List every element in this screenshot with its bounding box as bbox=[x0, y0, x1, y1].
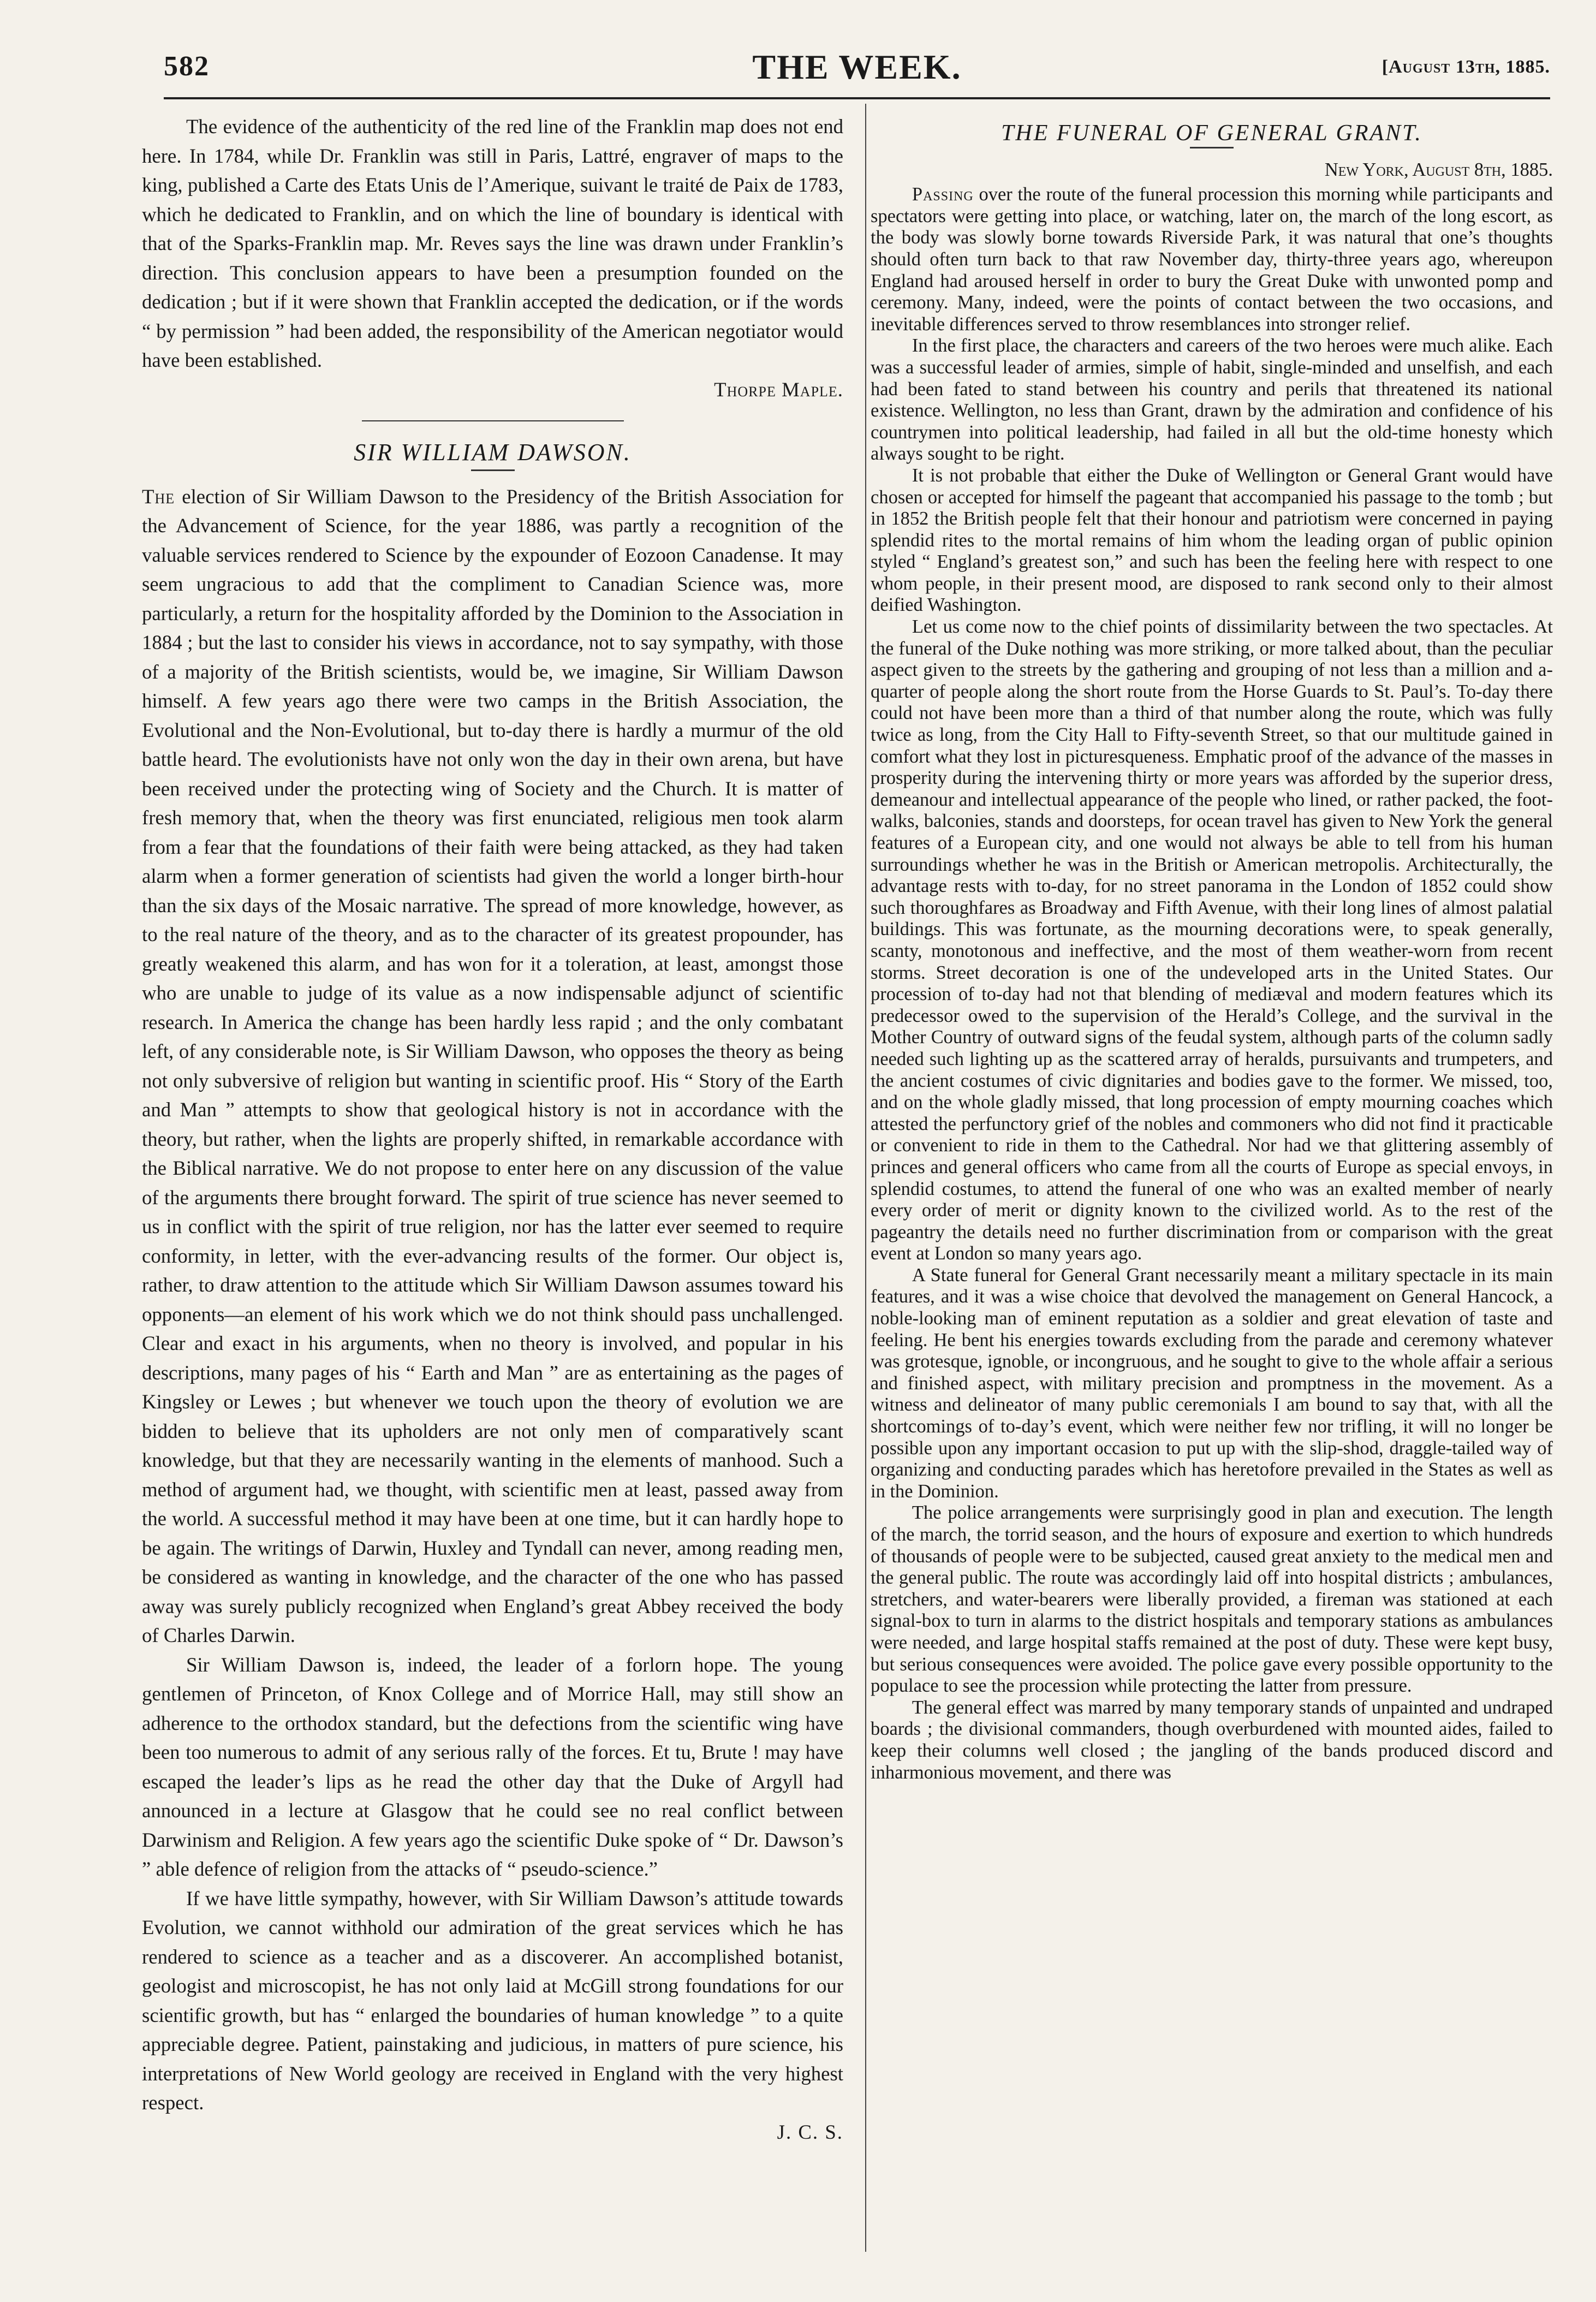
franklin-signature-row bbox=[142, 375, 843, 405]
column-rule bbox=[865, 104, 866, 2252]
grant-title: THE FUNERAL OF GENERAL GRANT. bbox=[1001, 121, 1422, 146]
grant-dateline: New York, August 8th, 1885. bbox=[1324, 159, 1553, 180]
dawson-paragraph-2: Sir William Dawson is, indeed, the leader of a forlorn hope. The young gentlemen of Princeton, of Knox College and of Morrice Hall, may still show an adherence to the orthodox standard, but the defections from the scientific wing have been too numerous to admit of any serious rally of the forces. Et tu, Brute ! may have escaped the leader’s lips as he read the other day that the Duke of Argyll had announced in a lecture at Glasgow that he could see no real conflict between Darwinism and Religion. A few years ago the scientific Duke spoke of “ Dr. Dawson’s ” able defence of religion from the attacks of “ pseudo-science.” bbox=[142, 1653, 843, 1880]
dawson-paragraph-1-text: election of Sir William Dawson to the Presidency of the British Association for the Advancement of Science, for the year 1886, was partly a recognition of the valuable services rendered to Science by the expounder of Eozoon Canadense. It may seem ungracious to add that the compliment to Canadian Science was, more particularly, a return for the hospitality afforded by the Dominion to the Association in 1884 ; but the last to consider his views in accordance, not to say sympathy, with those of a majority of the British scientists, would be, we imagine, Sir William Dawson himself. A few years ago there were two camps in the British Association, the Evolutional and the Non-Evolutional, but to-day there is hardly a murmur of the old battle heard. The evolutionists have not only won the day in their own arena, but have been received under the protecting wing of Society and the Church. It is matter of fresh memory that, when the theory was first enunciated, religious men took alarm from a fear that the foundations of their faith were being attacked, as they had taken alarm when a former generation of scientists had given the world a longer birth-hour than the six days of the Mosaic narrative. The spread of more knowledge, however, as to the real nature of the theory, and as to the character of its greatest propounder, has greatly weakened this alarm, and has won for it a toleration, at least, amongst those who are unable to judge of its value as a now indispensable adjunct of scientific research. In America the change has been hardly less rapid ; and the only combatant left, of any considerable note, is Sir William Dawson, who opposes the theory as being not only subversive of religion but wanting in scientific proof. His “ Story of the Earth and Man ” attempts to show that geological history is not in accordance with the theory, but rather, when the lights are properly shifted, in remarkable accordance with the Biblical narrative. We do not propose to enter here on any discussion of the value of the arguments there brought forward. The spirit of true science has never seemed to us in conflict with the spirit of true religion, nor has the latter ever seemed to require conformity, in letter, with the ever-advancing results of the former. Our object is, rather, to draw attention to the attitude which Sir William Dawson assumes toward his opponents—an element of his work which we do not think should pass unchallenged. Clear and exact in his arguments, when no theory is involved, and popular in his descriptions, many pages of his “ Earth and Man ” are as entertaining as the pages of Kingsley or Lewes ; but whenever we touch upon the theory of evolution we are bidden to believe that its upholders are not only men of comparatively scant knowledge, but that they are necessarily wanting in the elements of manhood. Such a method of argument had, we thought, with scientific men at least, passed away from the world. A successful method it may have been at one time, but it can hardly hope to be again. The writings of Darwin, Huxley and Tyndall can never, among reading men, be considered as wanting in knowledge, and the character of the one who has passed away was surely publicly recognized when England’s great Abbey received the body of Charles Darwin. bbox=[142, 485, 843, 1646]
issue-date: [August 13th, 1885. bbox=[1381, 57, 1550, 77]
grant-paragraph-1-text: over the route of the funeral procession this morning while participants and spectators were getting into place, or watching, later on, the march of the long escort, as the body was slowly borne towards Riverside Park, it was natural that one’s thoughts should often turn back to that raw November day, thirty-three years ago, whereupon England had aroused herself in order to bury the Great Duke with unwonted pomp and ceremony. Many, indeed, were the points of contact between the two occasions, and inevitable differences served to throw resemblances into stronger relief. bbox=[871, 184, 1553, 335]
right-column bbox=[871, 112, 1553, 1783]
page-number: 582 bbox=[164, 51, 210, 82]
journal-title: THE WEEK. bbox=[752, 47, 962, 86]
dawson-paragraph-1 bbox=[142, 482, 843, 1650]
grant-title-rule bbox=[1190, 147, 1234, 148]
section-separator bbox=[362, 420, 624, 421]
grant-paragraph-6: The police arrangements were surprisingly good in plan and execution. The length of the march, the torrid season, and the hours of exposure and exertion to which hundreds of thousands of people were to be subjected, caused great anxiety to the medical men and the general public. The route was accordingly laid off into hospital districts ; ambulances, stretchers, and water-bearers were liberally provided, a fireman was stationed at each signal-box to turn in alarms to the district hospitals and temporary stations as ambulances were needed, and large hospital staffs remained at the post of duty. These were kept busy, but serious consequences were avoided. The police gave every possible opportunity to the populace to see the procession while protecting the latter from pressure. bbox=[871, 1502, 1553, 1697]
header-rule bbox=[164, 97, 1550, 99]
grant-paragraph-2: In the first place, the characters and careers of the two heroes were much alike. Each was a successful leader of armies, simple of habit, single-minded and unselfish, and each had been fated to stand between his country and perils that threatened its national existence. Wellington, no less than Grant, drawn by the admiration and confidence of his countrymen into political leadership, had failed in all but the old-time honesty which always sought to be right. bbox=[871, 335, 1553, 465]
masthead bbox=[164, 47, 1550, 99]
grant-paragraph-1 bbox=[871, 184, 1553, 335]
franklin-signature: Thorpe Maple. bbox=[714, 378, 843, 401]
grant-paragraph-3: It is not probable that either the Duke of Wellington or General Grant would have chosen or accepted for himself the pageant that accompanied his passage to the tomb ; but in 1852 the British people felt that their honour and patriotism were concerned in paying splendid rites to the mortal remains of him whom the leading organ of public opinion styled “ England’s greatest son,” and such has been the feeling here with respect to one whom people, in their present mood, are disposed to rank second only to their almost deified Washington. bbox=[871, 465, 1553, 616]
franklin-paragraph: The evidence of the authenticity of the red line of the Franklin map does not end here. In 1784, while Dr. Franklin was still in Paris, Lattré, engraver of maps to the king, published a Carte des Etats Unis de l’Amerique, suivant le traité de Paix de 1783, which he dedicated to Franklin, and on which the line of boundary is identical with that of the Sparks-Franklin map. Mr. Reves says the line was drawn under Franklin’s direction. This conclusion appears to have been a presumption founded on the dedication ; but if it were shown that Franklin accepted the dedication, or if the words “ by permission ” had been added, the responsibility of the American negotiator would have been established. bbox=[142, 115, 843, 371]
grant-paragraph-4: Let us come now to the chief points of dissimilarity between the two spectacles. At the funeral of the Duke nothing was more striking, or more talked about, than the peculiar aspect given to the streets by the gathering and grouping of not less than a million and a-quarter of people along the short route from the Horse Guards to St. Paul’s. To-day there could not have been more than a third of that number along the route, which was fully twice as long, from the City Hall to Fifty-seventh Street, so that our multitude gained in comfort what they lost in picturesqueness. Emphatic proof of the advance of the masses in prosperity during the intervening thirty or more years was afforded by the superior dress, demeanour and intellectual appearance of the people who lined, or rather packed, the foot-walks, balconies, stands and doorsteps, for ocean travel has given to New York the general features of a European city, and one would not always be able to tell from his human surroundings whether he was in the British or American metropolis. Architecturally, the advantage rests with to-day, for no street panorama in the London of 1852 could show such thoroughfares as Broadway and Fifth Avenue, with their long lines of almost palatial buildings. This was fortunate, as the mourning decorations were, to speak generally, scanty, monotonous and ineffective, and the most of them weather-worn from recent storms. Street decoration is one of the undeveloped arts in the United States. Our procession of to-day had not that blending of mediæval and modern features which its predecessor owed to the supervision of the Herald’s College, and the survival in the Mother Country of outward signs of the feudal system, although parts of the column sadly needed such lighting up as the scattered array of heralds, pursuivants and trumpeters, and the ancient costumes of civic dignitaries and bodies gave to the former. We missed, too, and on the whole gladly missed, that long procession of empty mourning coaches which attested the perfunctory grief of the nobles and commoners who did not find it practicable or convenient to ride in them to the Cathedral. Nor had we that glittering assembly of princes and general officers who came from all the courts of Europe as special envoys, in splendid costumes, to attend the funeral of one who was an exalted member of nearly every order of merit or dignity known to the civilized world. As to the rest of the pageantry the details need no further discrimination from or comparison with the great event at London so many years ago. bbox=[871, 616, 1553, 1264]
left-column bbox=[142, 112, 843, 2146]
dawson-lead-word: The bbox=[142, 485, 175, 508]
grant-lead-word: Passing bbox=[912, 184, 974, 205]
grant-paragraph-5: A State funeral for General Grant necessarily meant a military spectacle in its main features, and it was a wise choice that devolved the management on General Hancock, a noble-looking man of eminent reputation as a soldier and great elevation of taste and feeling. He bent his energies towards excluding from the parade and ceremony whatever was grotesque, ignoble, or incongruous, and he sought to give to the whole affair a serious and finished aspect, with military precision and promptness in the movement. As a witness and delineator of many public ceremonials I am bound to say that, with all the shortcomings of to-day’s event, which were neither few nor trifling, it will no longer be possible upon any important occasion to put up with the slip-shod, draggle-tailed way of organizing and conducting parades which has heretofore prevailed in the States as well as in the Dominion. bbox=[871, 1264, 1553, 1502]
dawson-paragraph-3: If we have little sympathy, however, with Sir William Dawson’s attitude towards Evolution, we cannot withhold our admiration of the great services which he has rendered to science as a teacher and as a discoverer. An accomplished botanist, geologist and microscopist, he has not only laid at McGill strong foundations for our scientific growth, but has “ enlarged the boundaries of human knowledge ” to a quite appreciable degree. Patient, painstaking and judicious, in matters of pure science, his interpretations of New World geology are received in England with the very highest respect. bbox=[142, 1887, 843, 2114]
dawson-signature: J. C. S. bbox=[777, 2120, 843, 2143]
grant-paragraph-7: The general effect was marred by many temporary stands of unpainted and undraped boards ; the divisional commanders, though overburdened with mounted aides, failed to keep their columns well closed ; the jangling of the bands produced discord and inharmonious movement, and there was bbox=[871, 1697, 1553, 1783]
dawson-title: SIR WILLIAM DAWSON. bbox=[354, 439, 632, 466]
dawson-title-rule bbox=[471, 469, 515, 471]
